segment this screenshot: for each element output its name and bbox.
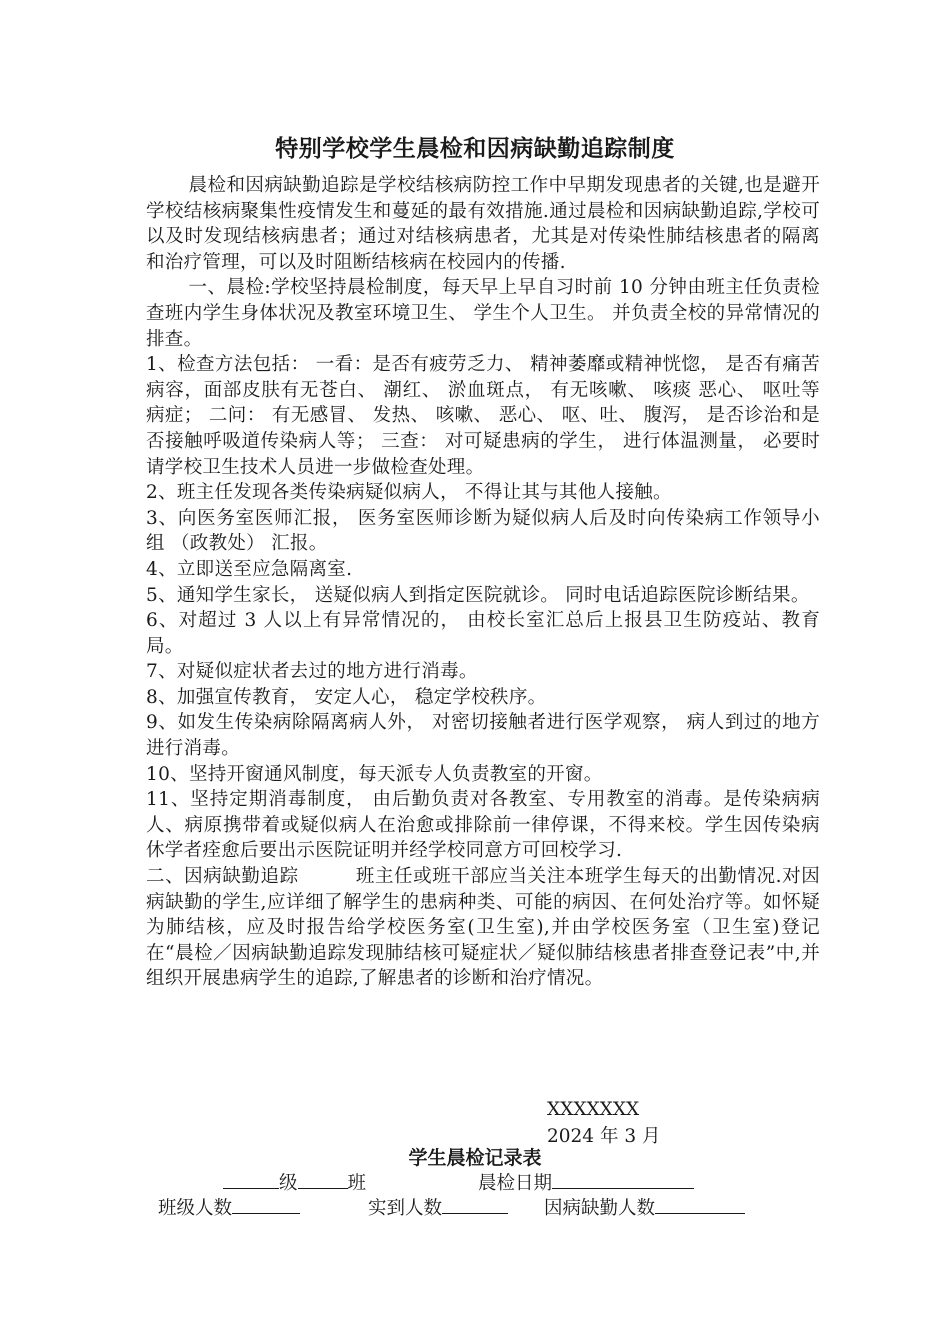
document-title: 特别学校学生晨检和因病缺勤追踪制度: [275, 136, 675, 162]
paragraph-item-9: 9、如发生传染病除隔离病人外， 对密切接触者进行医学观察， 病人到过的地方进行消毒。: [146, 712, 820, 760]
signature-block: [547, 1096, 661, 1150]
paragraph-intro: 晨检和因病缺勤追踪是学校结核病防控工作中早期发现患者的关键,也是避开学校结核病聚集性疫情发生和蔓延的最有效措施.通过晨检和因病缺勤追踪,学校可以及时发现结核病患者；通过对结核病患者，尤其是对传染性肺结核患者的隔离和治疗管理，可以及时阻断结核病在校园内的传播.: [146, 175, 820, 273]
paragraph-item-1: 1、检查方法包括： 一看：是否有疲劳乏力、 精神萎靡或精神恍惚， 是否有痛苦病容，面部皮肤有无苍白、 潮红、 淤血斑点， 有无咳嗽、 咳痰 恶心、 呕吐等病症； 二问： 有无感冒、 发热、 咳嗽、 恶心、 呕、吐、 腹泻， 是否诊治和是否接触呼吸道传染病人等； 三查： 对可疑患病的学生， 进行体温测量， 必要时请学校卫生技术人员进一步做检查处理。: [146, 354, 820, 478]
paragraph-item-4: 4、立即送至应急隔离室.: [146, 558, 353, 580]
class-label: 班: [347, 1173, 367, 1194]
paragraph-item-7: 7、对疑似症状者去过的地方进行消毒。: [146, 661, 478, 683]
signature-date: 2024 年 3 月: [547, 1126, 661, 1147]
paragraph-absence-tracking: 二、因病缺勤追踪 班主任或班干部应当关注本班学生每天的出勤情况.对因病缺勤的学生,应详细了解学生的患病种类、可能的病因、在何处治疗等。如怀疑为肺结核，应及时报告给学校医务室(卫生室),并由学校医务室（卫生室)登记在“晨检／因病缺勤追踪发现肺结核可疑症状／疑似肺结核患者排查登记表”中,并组织开展患病学生的追踪,了解患者的诊断和治疗情况。: [146, 866, 820, 990]
paragraph-item-3: 3、向医务室医师汇报， 医务室医师诊断为疑似病人后及时向传染病工作领导小组 （政教处） 汇报。: [146, 507, 820, 555]
class-count-label: 班级人数: [158, 1198, 233, 1219]
paragraph-item-6: 6、对超过 3 人以上有异常情况的， 由校长室汇总后上报县卫生防疫站、教育局。: [146, 610, 820, 657]
class-count-blank[interactable]: [232, 1195, 300, 1214]
grade-label: 级: [279, 1173, 298, 1194]
document-body: [146, 173, 820, 992]
paragraph-item-5: 5、通知学生家长， 送疑似病人到指定医院就诊。 同时电话追踪医院诊断结果。: [146, 584, 810, 606]
paragraph-item-11: 11、坚持定期消毒制度， 由后勤负责对各教室、专用教室的消毒。是传染病病人、病原携带着或疑似病人在治愈或排除前一律停课，不得来校。学生因传染病休学者痊愈后要出示医院证明并经学校同意方可回校学习.: [146, 789, 820, 862]
form-row-class-date: [223, 1170, 694, 1197]
paragraph-item-2: 2、班主任发现各类传染病疑似病人， 不得让其与其他人接触。: [146, 482, 672, 504]
form-title: 学生晨检记录表: [408, 1147, 542, 1169]
paragraph-item-10: 10、坚持开窗通风制度，每天派专人负责教室的开窗。: [146, 763, 603, 785]
paragraph-morning-check: 一、晨检:学校坚持晨检制度，每天早上早自习时前 10 分钟由班主任负责检查班内学生身体状况及教室环境卫生、 学生个人卫生。 并负责全校的异常情况的排查。: [146, 277, 820, 350]
present-count-label: 实到人数: [368, 1198, 443, 1219]
absent-count-blank[interactable]: [655, 1195, 745, 1214]
check-date-label: 晨检日期: [478, 1173, 553, 1194]
present-count-blank[interactable]: [442, 1195, 508, 1214]
grade-blank[interactable]: [223, 1170, 279, 1189]
absent-count-label: 因病缺勤人数: [544, 1198, 656, 1219]
signature-name: XXXXXXX: [547, 1099, 640, 1120]
check-date-blank[interactable]: [552, 1170, 694, 1189]
class-blank[interactable]: [298, 1170, 348, 1189]
paragraph-item-8: 8、加强宣传教育， 安定人心， 稳定学校秩序。: [146, 686, 547, 708]
form-row-counts: [158, 1195, 745, 1222]
